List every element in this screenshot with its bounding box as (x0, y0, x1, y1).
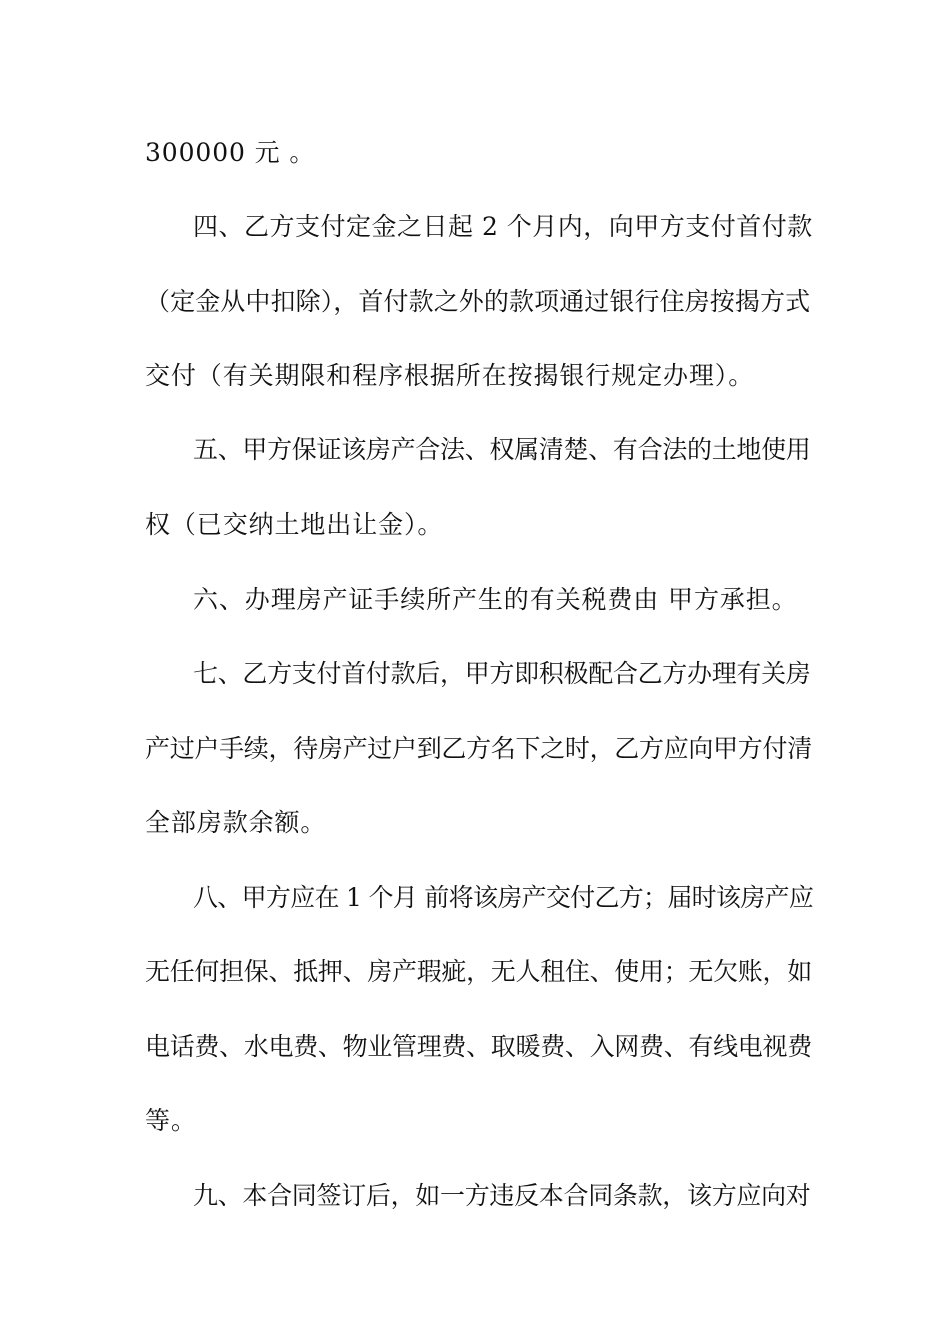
text-line-4: 交付（有关期限和程序根据所在按揭银行规定办理）。 (145, 361, 755, 390)
text-line-15: 九、本合同签订后，如一方违反本合同条款，该方应向对 (193, 1181, 811, 1210)
text-line-14: 等。 (145, 1106, 197, 1135)
text-line-11: 八、甲方应在 1 个月 前将该房产交付乙方；届时该房产应 (193, 883, 814, 912)
text-line-7: 六、办理房产证手续所产生的有关税费由 甲方承担。 (193, 585, 798, 614)
text-line-9: 产过户手续，待房产过户到乙方名下之时，乙方应向甲方付清 (145, 734, 812, 763)
text-line-13: 电话费、水电费、物业管理费、取暖费、入网费、有线电视费 (145, 1032, 812, 1061)
text-line-10: 全部房款余额。 (145, 808, 327, 837)
text-line-3: （定金从中扣除），首付款之外的款项通过银行住房按揭方式 (145, 287, 811, 316)
text-line-6: 权（已交纳土地出让金）。 (145, 510, 444, 539)
text-line-2: 四、乙方支付定金之日起 2 个月内，向甲方支付首付款 (193, 212, 813, 241)
text-line-5: 五、甲方保证该房产合法、权属清楚、有合法的土地使用 (193, 435, 811, 464)
text-line-12: 无任何担保、抵押、房产瑕疵，无人租住、使用；无欠账，如 (145, 957, 812, 986)
text-line-1: 300000 元 。 (145, 138, 316, 167)
text-line-8: 七、乙方支付首付款后，甲方即积极配合乙方办理有关房 (193, 659, 811, 688)
